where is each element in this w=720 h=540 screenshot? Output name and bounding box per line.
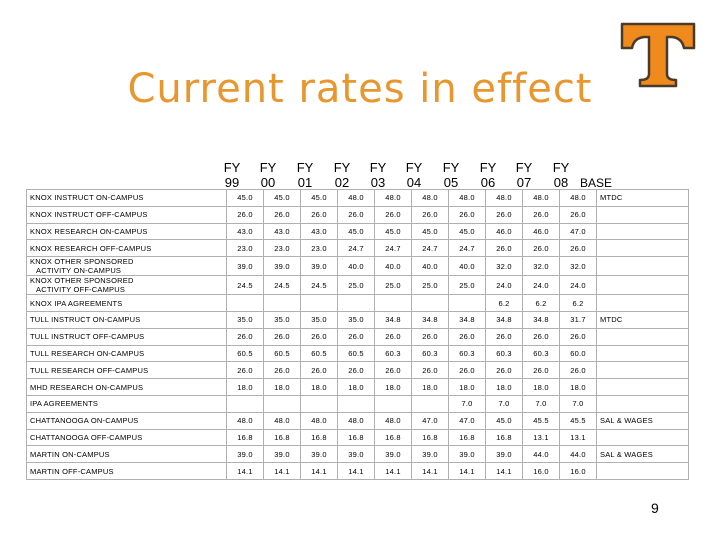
rate-value: 39.0 — [338, 446, 375, 463]
rate-value: 39.0 — [227, 257, 264, 276]
year-header — [218, 160, 246, 190]
rate-base — [597, 429, 689, 446]
rate-value: 60.3 — [375, 345, 412, 362]
rate-base — [597, 328, 689, 345]
rate-base — [597, 395, 689, 412]
rate-base: SAL & WAGES — [597, 446, 689, 463]
rate-label-line: KNOX OTHER SPONSORED — [30, 276, 134, 286]
rate-label-line: KNOX INSTRUCT OFF-CAMPUS — [30, 210, 148, 220]
rate-value: 26.0 — [449, 328, 486, 345]
rate-value — [227, 395, 264, 412]
rate-value: 45.0 — [264, 190, 301, 207]
rate-value: 45.5 — [523, 412, 560, 429]
rate-value: 6.2 — [523, 295, 560, 312]
rate-value: 16.8 — [449, 429, 486, 446]
rate-value: 16.0 — [523, 463, 560, 480]
rate-value: 48.0 — [338, 190, 375, 207]
rate-value: 23.0 — [301, 240, 338, 257]
rate-value: 39.0 — [449, 446, 486, 463]
rate-value: 45.5 — [560, 412, 597, 429]
university-t-logo — [618, 20, 698, 90]
rate-base: MTDC — [597, 190, 689, 207]
rate-label — [27, 463, 227, 480]
rate-value: 26.0 — [523, 362, 560, 379]
rate-row — [27, 257, 689, 276]
rate-value: 48.0 — [375, 412, 412, 429]
rate-value: 26.0 — [412, 362, 449, 379]
rate-base — [597, 223, 689, 240]
rate-label-line: IPA AGREEMENTS — [30, 399, 99, 409]
year-header-year: 00 — [260, 175, 276, 190]
rate-value — [264, 295, 301, 312]
rate-base — [597, 463, 689, 480]
rate-value: 48.0 — [227, 412, 264, 429]
year-header-year: 04 — [406, 175, 422, 190]
rate-value: 16.0 — [560, 463, 597, 480]
rate-value — [227, 295, 264, 312]
rate-label — [27, 328, 227, 345]
rate-value: 16.8 — [301, 429, 338, 446]
rate-value: 26.0 — [412, 206, 449, 223]
rate-value: 24.5 — [227, 276, 264, 295]
rate-value — [375, 295, 412, 312]
rate-label — [27, 223, 227, 240]
rate-value: 26.0 — [264, 328, 301, 345]
rate-row — [27, 328, 689, 345]
rate-value — [338, 295, 375, 312]
year-header-prefix: FY — [442, 160, 460, 175]
rate-value: 39.0 — [264, 257, 301, 276]
rate-value: 24.0 — [486, 276, 523, 295]
rate-value: 46.0 — [486, 223, 523, 240]
rate-value: 44.0 — [560, 446, 597, 463]
year-header — [437, 160, 465, 190]
rate-value: 26.0 — [523, 206, 560, 223]
rate-row — [27, 379, 689, 396]
rate-label-line: MHD RESEARCH ON-CAMPUS — [30, 382, 144, 392]
rate-value: 26.0 — [449, 206, 486, 223]
rate-row — [27, 463, 689, 480]
rate-value: 45.0 — [227, 190, 264, 207]
rate-label — [27, 311, 227, 328]
rate-value: 14.1 — [264, 463, 301, 480]
rate-row — [27, 412, 689, 429]
year-header-year: 02 — [334, 175, 350, 190]
year-header — [364, 160, 392, 190]
rate-row — [27, 190, 689, 207]
rate-label-line: MARTIN OFF-CAMPUS — [30, 466, 114, 476]
rate-value: 7.0 — [560, 395, 597, 412]
rate-value: 26.0 — [560, 240, 597, 257]
rate-value: 43.0 — [301, 223, 338, 240]
rate-value: 45.0 — [486, 412, 523, 429]
rate-value: 45.0 — [338, 223, 375, 240]
rate-value: 7.0 — [523, 395, 560, 412]
rate-value: 47.0 — [560, 223, 597, 240]
rate-value: 25.0 — [449, 276, 486, 295]
rate-value: 32.0 — [523, 257, 560, 276]
rate-base: SAL & WAGES — [597, 412, 689, 429]
rate-value — [412, 295, 449, 312]
rate-value: 18.0 — [338, 379, 375, 396]
rate-value: 14.1 — [412, 463, 449, 480]
rate-value: 43.0 — [264, 223, 301, 240]
rate-value: 26.0 — [301, 362, 338, 379]
rate-value: 25.0 — [412, 276, 449, 295]
rate-value: 35.0 — [227, 311, 264, 328]
rate-value: 34.8 — [375, 311, 412, 328]
rate-row — [27, 362, 689, 379]
rate-value: 60.0 — [560, 345, 597, 362]
rate-value: 16.8 — [375, 429, 412, 446]
rate-value: 26.0 — [264, 362, 301, 379]
rates-table — [26, 189, 689, 480]
year-header — [510, 160, 538, 190]
rate-value: 39.0 — [375, 446, 412, 463]
rate-base — [597, 362, 689, 379]
year-header-year: 03 — [370, 175, 386, 190]
rate-value: 48.0 — [449, 190, 486, 207]
rate-label-line: KNOX INSTRUCT ON-CAMPUS — [30, 193, 144, 203]
rate-value: 26.0 — [560, 362, 597, 379]
rate-value: 18.0 — [264, 379, 301, 396]
year-header — [474, 160, 502, 190]
year-header-year: 07 — [516, 175, 532, 190]
rate-value: 39.0 — [301, 257, 338, 276]
rate-base — [597, 379, 689, 396]
rate-value: 18.0 — [412, 379, 449, 396]
rate-label-line: CHATTANOOGA OFF-CAMPUS — [30, 432, 143, 442]
rate-label — [27, 395, 227, 412]
rate-label-line: TULL INSTRUCT OFF-CAMPUS — [30, 332, 145, 342]
year-header — [291, 160, 319, 190]
rate-value: 26.0 — [227, 328, 264, 345]
year-header-year: 99 — [224, 175, 240, 190]
year-header — [400, 160, 428, 190]
rate-label — [27, 295, 227, 312]
rate-row — [27, 223, 689, 240]
rate-value: 26.0 — [412, 328, 449, 345]
rate-value: 60.5 — [227, 345, 264, 362]
rate-value: 39.0 — [264, 446, 301, 463]
rate-base — [597, 257, 689, 276]
rate-label — [27, 190, 227, 207]
rate-label — [27, 379, 227, 396]
year-header-prefix: FY — [296, 160, 314, 175]
rate-label — [27, 446, 227, 463]
rate-value: 26.0 — [375, 206, 412, 223]
rate-value: 18.0 — [375, 379, 412, 396]
rate-row — [27, 206, 689, 223]
rate-value: 26.0 — [523, 240, 560, 257]
rate-label — [27, 257, 227, 276]
rate-value: 43.0 — [227, 223, 264, 240]
rate-base — [597, 295, 689, 312]
rate-value: 60.5 — [338, 345, 375, 362]
rate-value: 60.3 — [523, 345, 560, 362]
rate-label — [27, 345, 227, 362]
rate-value: 26.0 — [560, 206, 597, 223]
rate-value: 39.0 — [486, 446, 523, 463]
rate-label-line: ACTIVITY OFF-CAMPUS — [36, 285, 126, 295]
rate-value: 18.0 — [449, 379, 486, 396]
year-header-year: 06 — [480, 175, 496, 190]
rate-row — [27, 295, 689, 312]
rate-value: 32.0 — [560, 257, 597, 276]
rate-value — [264, 395, 301, 412]
rate-value: 40.0 — [412, 257, 449, 276]
rate-value: 48.0 — [523, 190, 560, 207]
rate-label-line: KNOX RESEARCH ON-CAMPUS — [30, 226, 148, 236]
rate-value: 18.0 — [486, 379, 523, 396]
rate-value: 60.5 — [264, 345, 301, 362]
rate-value: 34.8 — [412, 311, 449, 328]
rate-label-line: KNOX IPA AGREEMENTS — [30, 298, 123, 308]
rate-value: 47.0 — [412, 412, 449, 429]
rate-value: 60.3 — [486, 345, 523, 362]
rate-value: 26.0 — [301, 328, 338, 345]
rate-label-line: CHATTANOOGA ON-CAMPUS — [30, 416, 139, 426]
rate-value: 6.2 — [486, 295, 523, 312]
year-header — [547, 160, 575, 190]
rate-value: 24.7 — [449, 240, 486, 257]
rate-label-line: MARTIN ON-CAMPUS — [30, 449, 110, 459]
rate-value: 18.0 — [227, 379, 264, 396]
slide-title: Current rates in effect — [127, 66, 593, 112]
rate-value: 26.0 — [486, 206, 523, 223]
rate-value: 26.0 — [375, 328, 412, 345]
rate-label — [27, 412, 227, 429]
rate-value: 26.0 — [449, 362, 486, 379]
rate-value: 34.8 — [449, 311, 486, 328]
rate-value: 48.0 — [338, 412, 375, 429]
rate-value: 24.0 — [560, 276, 597, 295]
rate-value: 26.0 — [264, 206, 301, 223]
rate-value: 39.0 — [301, 446, 338, 463]
rate-value: 26.0 — [338, 362, 375, 379]
rate-value — [449, 295, 486, 312]
rate-value: 23.0 — [227, 240, 264, 257]
year-header-prefix: FY — [479, 160, 497, 175]
rate-label — [27, 240, 227, 257]
rate-value: 14.1 — [375, 463, 412, 480]
rate-value: 45.0 — [449, 223, 486, 240]
rate-value: 26.0 — [375, 362, 412, 379]
rate-value: 35.0 — [301, 311, 338, 328]
rate-row — [27, 446, 689, 463]
rate-value: 40.0 — [449, 257, 486, 276]
rate-value: 34.8 — [523, 311, 560, 328]
rate-value: 60.3 — [412, 345, 449, 362]
year-header-prefix: FY — [333, 160, 351, 175]
rate-value: 7.0 — [449, 395, 486, 412]
base-column-header: BASE — [580, 176, 613, 190]
rate-label-line: TULL RESEARCH OFF-CAMPUS — [30, 365, 149, 375]
rate-value: 24.7 — [412, 240, 449, 257]
year-header-year: 01 — [297, 175, 313, 190]
rate-value: 47.0 — [449, 412, 486, 429]
year-header-prefix: FY — [405, 160, 423, 175]
rate-value: 13.1 — [560, 429, 597, 446]
rate-label — [27, 362, 227, 379]
rate-row — [27, 429, 689, 446]
rate-value: 16.8 — [264, 429, 301, 446]
rate-value: 14.1 — [486, 463, 523, 480]
rate-value: 26.0 — [486, 328, 523, 345]
rate-value: 14.1 — [301, 463, 338, 480]
rate-value: 45.0 — [301, 190, 338, 207]
rate-value: 26.0 — [338, 328, 375, 345]
rate-row — [27, 240, 689, 257]
year-header — [328, 160, 356, 190]
rate-value: 48.0 — [560, 190, 597, 207]
rate-value — [375, 395, 412, 412]
rate-value: 44.0 — [523, 446, 560, 463]
rate-base — [597, 345, 689, 362]
rate-label-line: KNOX OTHER SPONSORED — [30, 257, 134, 267]
rate-value: 45.0 — [375, 223, 412, 240]
rate-value: 60.5 — [301, 345, 338, 362]
rate-value: 26.0 — [227, 206, 264, 223]
rate-label — [27, 276, 227, 295]
rate-value: 25.0 — [375, 276, 412, 295]
rate-value: 26.0 — [523, 328, 560, 345]
rate-value: 24.7 — [338, 240, 375, 257]
rate-label — [27, 206, 227, 223]
rate-value — [412, 395, 449, 412]
rate-value: 23.0 — [264, 240, 301, 257]
rate-value: 26.0 — [301, 206, 338, 223]
year-header — [254, 160, 282, 190]
rate-base — [597, 276, 689, 295]
rate-value: 46.0 — [523, 223, 560, 240]
rate-value: 18.0 — [560, 379, 597, 396]
year-header-prefix: FY — [515, 160, 533, 175]
rate-label — [27, 429, 227, 446]
rate-value: 13.1 — [523, 429, 560, 446]
rate-value: 48.0 — [412, 190, 449, 207]
rate-value: 26.0 — [486, 362, 523, 379]
rate-value: 35.0 — [264, 311, 301, 328]
rate-value: 48.0 — [375, 190, 412, 207]
rate-value — [301, 395, 338, 412]
rate-value — [301, 295, 338, 312]
rate-value: 25.0 — [338, 276, 375, 295]
rate-value: 40.0 — [375, 257, 412, 276]
year-header-year: 05 — [443, 175, 459, 190]
rate-value: 24.5 — [301, 276, 338, 295]
rate-value: 18.0 — [523, 379, 560, 396]
rate-base: MTDC — [597, 311, 689, 328]
rate-value: 40.0 — [338, 257, 375, 276]
rate-label-line: KNOX RESEARCH OFF-CAMPUS — [30, 243, 152, 253]
year-header-prefix: FY — [223, 160, 241, 175]
rate-value: 14.1 — [227, 463, 264, 480]
rate-value: 24.7 — [375, 240, 412, 257]
rate-base — [597, 240, 689, 257]
rate-row — [27, 276, 689, 295]
year-header-prefix: FY — [552, 160, 570, 175]
rate-value: 7.0 — [486, 395, 523, 412]
rate-value: 14.1 — [449, 463, 486, 480]
rate-value: 26.0 — [560, 328, 597, 345]
rate-value: 26.0 — [338, 206, 375, 223]
year-header-prefix: FY — [369, 160, 387, 175]
rate-value: 16.8 — [227, 429, 264, 446]
rate-value: 24.5 — [264, 276, 301, 295]
rate-value: 48.0 — [264, 412, 301, 429]
year-header-prefix: FY — [259, 160, 277, 175]
rate-value: 34.8 — [486, 311, 523, 328]
rate-value: 48.0 — [486, 190, 523, 207]
rate-value: 31.7 — [560, 311, 597, 328]
rate-value: 39.0 — [227, 446, 264, 463]
rate-value: 39.0 — [412, 446, 449, 463]
rate-value: 26.0 — [227, 362, 264, 379]
rate-value: 35.0 — [338, 311, 375, 328]
rate-value: 45.0 — [412, 223, 449, 240]
rate-label-line: TULL RESEARCH ON-CAMPUS — [30, 348, 145, 358]
rate-value: 16.8 — [486, 429, 523, 446]
rate-value: 14.1 — [338, 463, 375, 480]
page-number: 9 — [651, 500, 659, 516]
rate-value: 26.0 — [486, 240, 523, 257]
rate-value: 48.0 — [301, 412, 338, 429]
year-header-year: 08 — [553, 175, 569, 190]
rate-label-line: ACTIVITY ON-CAMPUS — [36, 266, 122, 276]
rate-row — [27, 345, 689, 362]
rate-value: 16.8 — [412, 429, 449, 446]
rate-base — [597, 206, 689, 223]
rate-value: 18.0 — [301, 379, 338, 396]
rate-value: 24.0 — [523, 276, 560, 295]
rate-value: 6.2 — [560, 295, 597, 312]
rate-value: 16.8 — [338, 429, 375, 446]
rate-row — [27, 395, 689, 412]
rate-label-line: TULL INSTRUCT ON-CAMPUS — [30, 315, 141, 325]
rate-value — [338, 395, 375, 412]
rate-value: 60.3 — [449, 345, 486, 362]
rate-value: 32.0 — [486, 257, 523, 276]
rate-row — [27, 311, 689, 328]
